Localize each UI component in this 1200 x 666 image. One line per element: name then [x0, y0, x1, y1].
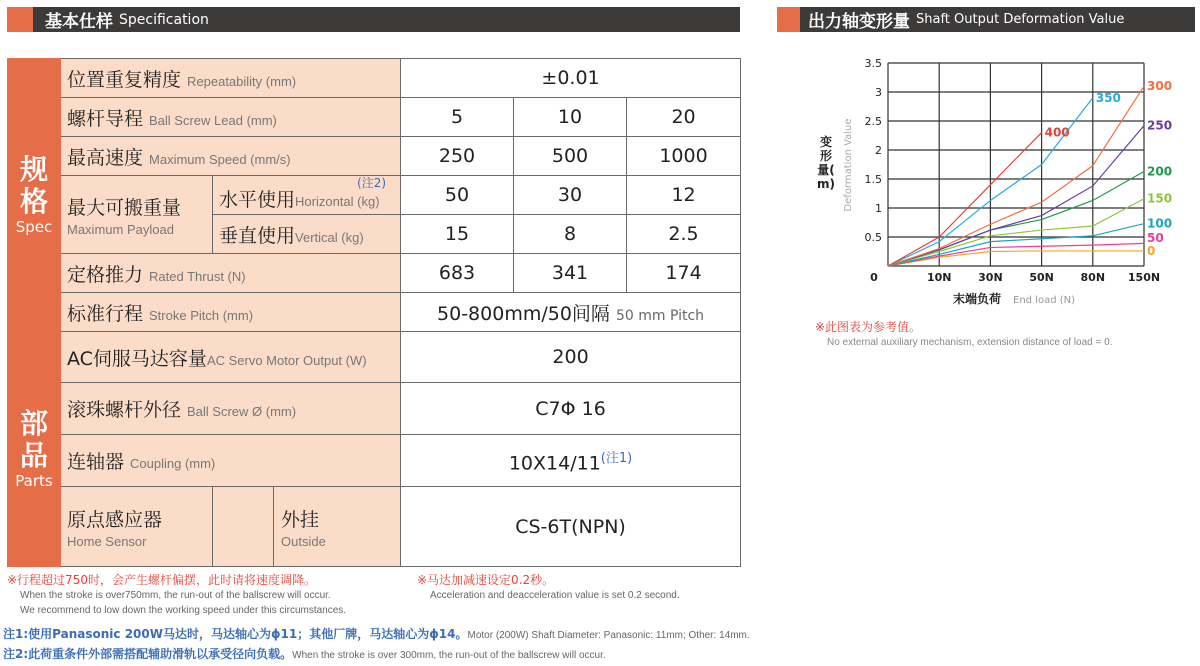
series-line-400	[888, 133, 1042, 266]
y-tick-label: 3	[875, 86, 882, 99]
label-sensor: 原点感应器 Home Sensor	[61, 487, 213, 567]
x-tick-label: 50N	[1029, 271, 1054, 284]
table-row	[8, 383, 741, 435]
group-parts: 部品 Parts	[8, 332, 61, 567]
deformation-chart	[0, 0, 1200, 320]
y-tick-label: 2.5	[864, 115, 882, 128]
value-horizontal: 30	[514, 176, 627, 215]
x-axis-label-zh: 末端负荷	[953, 292, 1002, 306]
y-axis-label-en: Deformation Value	[843, 118, 854, 212]
y-tick-label: 3.5	[864, 57, 882, 70]
note-2-marker: (注2)	[357, 176, 387, 190]
series-label: 350	[1095, 90, 1121, 105]
label-motor: AC伺服马达容量AC Servo Motor Output (W)	[61, 332, 401, 383]
y-axis-label-zh: 变形量(m)	[817, 135, 835, 191]
value-coupling: $10X14/11^{(注1)}$	[401, 435, 741, 487]
spec-title-zh: 基本仕样	[45, 12, 113, 32]
y-tick-label: 0.5	[864, 231, 882, 244]
value-horizontal: 12	[627, 176, 741, 215]
label-horizontal: 水平使用Horizontal (kg) (注2)	[213, 176, 401, 215]
series-label: 150	[1147, 191, 1173, 206]
value-vertical: 15	[401, 215, 514, 254]
label-stroke: 标准行程 Stroke Pitch (mm)	[61, 293, 401, 332]
value-lead: 10	[514, 98, 627, 137]
value-thrust: 683	[401, 254, 514, 293]
value-horizontal: 50	[401, 176, 514, 215]
label-speed: 最高速度 Maximum Speed (mm/s)	[61, 137, 401, 176]
x-axis-label-en: End load (N)	[1013, 295, 1076, 306]
chart-note: ※此图表为参考值。 No external auxiliary mechanism, extension distance of load = 0.	[815, 320, 1113, 348]
value-thrust: 341	[514, 254, 627, 293]
value-sensor: CS-6T(NPN)	[401, 487, 741, 567]
table-row	[8, 332, 741, 383]
value-vertical: 2.5	[627, 215, 741, 254]
series-label: 200	[1147, 164, 1173, 179]
label-payload: 最大可搬重量 Maximum Payload	[61, 176, 213, 254]
value-thrust: 174	[627, 254, 741, 293]
series-line-300	[888, 86, 1144, 266]
value-repeatability: ±0.01	[401, 59, 741, 98]
label-lead: 螺杆导程 Ball Screw Lead (mm)	[61, 98, 401, 137]
footnotes: 注1:使用Panasonic 200W马达时，马达轴心为ɸ11；其他厂牌，马达轴心为ɸ14。Motor (200W) Shaft Diameter: Panasonic: 11mm; Other: 14mm. 注2:此荷重条件外部需搭配辅助滑轨以承受径向负载。When the stroke is over 300mm, the run-out of the ballscrew will occur.	[3, 627, 750, 661]
y-tick-label: 1	[875, 202, 882, 215]
label-vertical: 垂直使用Vertical (kg)	[213, 215, 401, 254]
value-motor: 200	[401, 332, 741, 383]
value-lead: 20	[627, 98, 741, 137]
note-stroke: ※行程超过750时，会产生螺杆偏摆，此时请将速度调降。 When the stroke is over750mm, the run-out of the ballscrew will occur. We recommend to low down the working speed under this circumstances.	[7, 573, 347, 616]
divider	[273, 487, 274, 566]
value-speed: 500	[514, 137, 627, 176]
series-label: 300	[1147, 79, 1173, 94]
label-sensor-outside: 外挂 Outside	[213, 487, 401, 567]
x-tick-label: 80N	[1080, 271, 1106, 284]
spec-title-en: Specification	[119, 11, 209, 28]
note-accel: ※马达加减速设定0.2秒。 Acceleration and deacceleration value is set 0.2 second.	[417, 573, 680, 601]
table-row	[8, 435, 741, 487]
x-tick-label: 30N	[978, 271, 1003, 284]
value-speed: 1000	[627, 137, 741, 176]
value-stroke: 50-800mm/50间隔 50 mm Pitch	[401, 293, 741, 332]
label-screw: 滚珠螺杆外径 Ball Screw Ø (mm)	[61, 383, 401, 435]
y-tick-label: 1.5	[864, 173, 882, 186]
value-speed: 250	[401, 137, 514, 176]
series-label: 250	[1147, 118, 1173, 133]
table-row	[8, 487, 741, 567]
y-tick-label: 2	[875, 144, 882, 157]
chart-title-zh: 出力轴变形量	[808, 12, 910, 32]
series-label: 0	[1147, 243, 1156, 258]
x-tick-label: 0	[870, 271, 878, 284]
value-screw: C7Φ 16	[401, 383, 741, 435]
label-coupling: 连轴器 Coupling (mm)	[61, 435, 401, 487]
chart-title-en: Shaft Output Deformation Value	[916, 12, 1125, 27]
x-tick-label: 150N	[1127, 271, 1161, 284]
label-thrust: 定格推力 Rated Thrust (N)	[61, 254, 401, 293]
x-tick-label: 10N	[926, 271, 952, 284]
group-spec: 规格 Spec	[8, 59, 61, 332]
value-lead: 5	[401, 98, 514, 137]
series-label: 100	[1147, 216, 1173, 231]
value-vertical: 8	[514, 215, 627, 254]
series-label: 400	[1044, 125, 1070, 140]
series-label: 50	[1147, 230, 1164, 245]
label-repeatability: 位置重复精度 Repeatability (mm)	[61, 59, 401, 98]
